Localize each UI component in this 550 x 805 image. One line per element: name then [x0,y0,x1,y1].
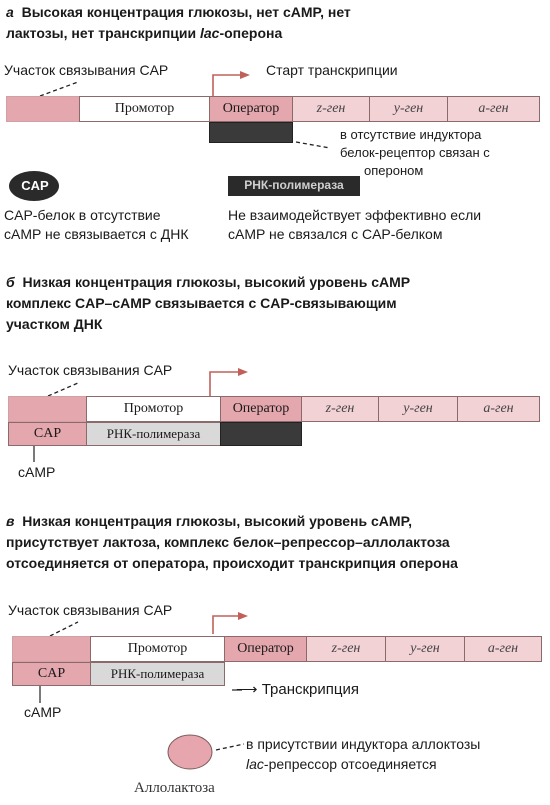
camp-label-b: cAMP [18,464,56,480]
start-arrow-a [213,75,240,96]
gene-z-b: z-ген [301,396,379,422]
section-c-title-line3: отсоединяется от оператора, происходит транскрипция оперона [6,555,458,571]
inducer-note-c: в присутствии индуктора аллоктозы lac-репрессор отсоединяется [246,736,481,772]
cap-blob-label: CAP [21,178,49,193]
gene-a-a: a-ген [447,96,540,122]
section-b-title-line1: б Низкая концентрация глюкозы, высокий уровень cAMP [6,274,411,290]
start-label-a: Старт транскрипции [266,62,398,78]
section-c-title-line1: в Низкая концентрация глюкозы, высокий уровень cAMP, [6,513,412,529]
rnap-b: РНК-полимераза [86,422,221,446]
section-a-title-line2: лактозы, нет транскрипции lac-оперона [6,25,283,41]
start-arrow-c [213,616,238,634]
gene-z-a: z-ген [292,96,370,122]
cap-site-b [8,396,87,422]
transcription-arrow: ⟶ [236,681,258,698]
operator-c: Оператор [224,636,307,662]
section-c-title-line2: присутствует лактоза, комплекс белок–репрессор–аллолактоза [6,534,450,550]
rnap-blob-label: РНК-полимераза [244,178,344,192]
cap-protein-b: CAP [8,422,87,446]
repressor-note-a: в отсутствие индуктора белок-рецептор связан с опероном [340,127,490,178]
promoter-c: Промотор [90,636,225,662]
operator-a: Оператор [209,96,293,122]
cap-note-a: CAP-белок в отсутствие cAMP не связывается с ДНК [4,207,189,242]
rnap-note-a: Не взаимодействует эффективно если cAMP не связался с CAP-белком [228,207,482,242]
cap-site-leader-c [50,622,78,636]
gene-y-b: y-ген [378,396,458,422]
repressor-a [209,122,293,143]
gene-y-a: y-ген [369,96,448,122]
cap-site-label-b: Участок связывания CAP [8,362,173,378]
repressor-leader-a [296,142,330,148]
operator-b: Оператор [220,396,302,422]
transcription-text: Транскрипция [261,681,359,698]
section-b-title-line2: комплекс CAP–cAMP связывается с CAP-связывающим [6,295,397,311]
gene-a-b: a-ген [457,396,540,422]
cap-site-label-c: Участок связывания CAP [8,602,173,618]
section-b-title-line3: участком ДНК [6,316,103,332]
promoter-a: Промотор [79,96,210,122]
cap-site-label-a: Участок связывания CAP [4,62,169,78]
gene-y-c: y-ген [385,636,465,662]
rnap-c: РНК-полимераза [90,662,225,686]
cap-site-c [12,636,91,662]
camp-label-c: cAMP [24,704,62,720]
gene-z-c: z-ген [306,636,386,662]
start-arrow-b [210,372,238,396]
cap-site-a [6,96,80,122]
repressor-b [220,422,302,446]
allolactose-label: Аллолактоза [134,780,215,796]
cap-site-leader-b [48,383,78,396]
start-arrowhead-a [240,71,250,79]
cap-protein-c: CAP [12,662,91,686]
start-arrowhead-b [238,368,248,376]
promoter-b: Промотор [86,396,221,422]
transcription-label-c [236,680,359,698]
allolactose-leader [216,744,244,750]
section-a-title-line1: а Высокая концентрация глюкозы, нет cAMP, нет [6,4,351,20]
start-arrowhead-c [238,612,248,620]
allolactose-blob [168,735,212,769]
cap-site-leader-a [40,82,78,96]
gene-a-c: a-ген [464,636,542,662]
